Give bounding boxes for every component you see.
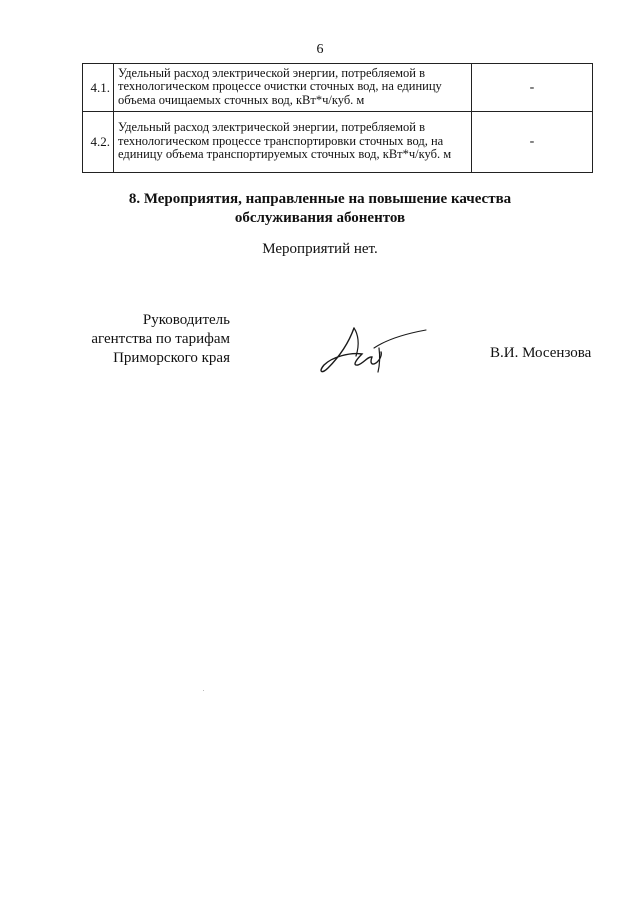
table-row [83, 64, 593, 112]
section-body: Мероприятий нет. [262, 241, 378, 257]
section-title [0, 190, 640, 228]
row-description: Удельный расход электрической энергии, потребляемой в технологическом процессе транспортировки сточных вод, на единицу объема транспортируемых сточных вод, кВт*ч/куб. м [114, 112, 472, 173]
row-number: 4.2. [83, 112, 114, 173]
section-title-line-2: обслуживания абонентов [234, 210, 406, 226]
page-number: 6 [316, 42, 324, 57]
row-value: - [472, 64, 593, 112]
section-title-line-1: 8. Мероприятия, направленные на повышение качества [128, 191, 512, 207]
row-number: 4.1. [83, 64, 114, 112]
signer-position-line-3: Приморского края [113, 350, 230, 366]
table-row [83, 112, 593, 173]
metrics-table [82, 63, 593, 173]
handwritten-signature-icon [316, 322, 431, 377]
signer-position [80, 311, 230, 368]
signer-position-line-2: агентства по тарифам [91, 331, 230, 347]
scan-speck [203, 690, 204, 691]
signer-name: В.И. Мосензова [490, 345, 592, 361]
row-value: - [472, 112, 593, 173]
signer-position-line-1: Руководитель [142, 312, 230, 328]
row-description: Удельный расход электрической энергии, потребляемой в технологическом процессе очистки сточных вод, на единицу объема очищаемых сточных вод, кВт*ч/куб. м [114, 64, 472, 112]
